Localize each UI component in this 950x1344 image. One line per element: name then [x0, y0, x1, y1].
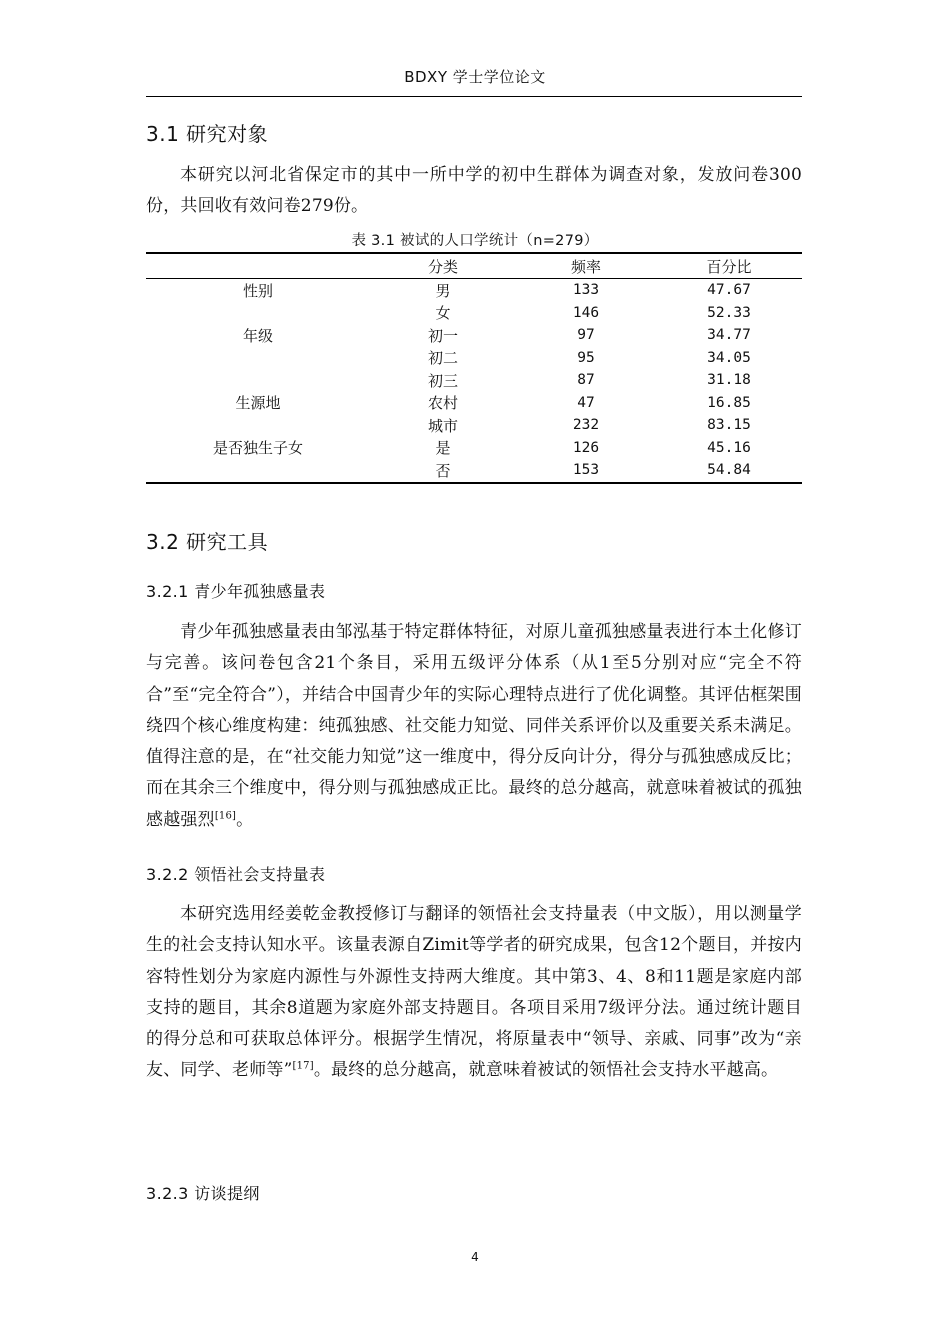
table-cell: 45.16 [707, 439, 751, 456]
table-cell: 153 [572, 462, 600, 479]
table-cell: 初二 [427, 349, 458, 368]
paragraph-tail: 。 [236, 809, 254, 830]
table-header-row [146, 254, 802, 278]
citation-17: [17] [292, 1060, 314, 1072]
table-cell: 54.84 [707, 462, 751, 479]
table-cell [146, 369, 370, 392]
table-cell: 47 [577, 394, 595, 411]
table-cell: 87 [577, 372, 595, 389]
header-cell: 频率 [570, 257, 601, 276]
table-cell: 34.05 [707, 349, 751, 366]
table-caption: 表 3.1 被试的人口学统计（n=279） [351, 233, 599, 249]
table-row [146, 324, 802, 347]
table-cell: 女 [435, 304, 451, 323]
table-cell: 232 [572, 417, 600, 434]
table-cell: 31.18 [707, 372, 751, 389]
running-header: BDXY 学士学位论文 [404, 68, 546, 86]
table-cell [146, 459, 370, 482]
table-bottom-rule [146, 482, 802, 484]
table-row [146, 437, 802, 460]
paragraph-3-1: 本研究以河北省保定市的其中一所中学的初中生群体为调查对象，发放问卷300份，共回收有效问卷279份。 [146, 165, 802, 217]
table-row [146, 414, 802, 437]
table-cell: 47.67 [707, 282, 751, 299]
table-cell: 是否独生子女 [212, 439, 303, 458]
paragraph-3-2-2 [146, 899, 802, 1087]
table-cell [146, 347, 370, 370]
table-cell: 146 [572, 304, 600, 321]
table-cell: 34.77 [707, 327, 751, 344]
table-row [146, 392, 802, 415]
table-cell: 初一 [427, 326, 458, 345]
heading-3-2-3: 3.2.3 访谈提纲 [146, 1184, 260, 1203]
demographics-table [146, 252, 802, 484]
table-cell: 16.85 [707, 394, 751, 411]
table-cell: 52.33 [707, 304, 751, 321]
heading-3-2: 3.2 研究工具 [146, 530, 269, 554]
table-row [146, 369, 802, 392]
table-cell: 男 [435, 281, 451, 300]
table-cell [146, 302, 370, 325]
table-cell: 83.15 [707, 417, 751, 434]
table-cell: 农村 [427, 394, 458, 413]
paragraph-text: 青少年孤独感量表由邹泓基于特定群体特征，对原儿童孤独感量表进行本土化修订与完善。该问卷包含21个条目，采用五级评分体系（从1至5分别对应“完全不符合”至“完全符合”），并结合中国青少年的实际心理特点进行了优化调整。其评估框架围绕四个核心维度构建：纯孤独感、社交能力知觉、同伴关系评价以及重要关系未满足。值得注意的是，在“社交能力知觉”这一维度中，得分反向计分，得分与孤独感成反比；而在其余三个维度中，得分则与孤独感成正比。最终的总分越高，就意味着被试的孤独感越强烈 [146, 622, 802, 830]
table-cell: 初三 [427, 371, 458, 390]
header-cell: 百分比 [706, 257, 752, 276]
table-cell: 性别 [242, 281, 273, 300]
table-row [146, 279, 802, 302]
page-number: 4 [471, 1250, 479, 1264]
header-rule [146, 96, 802, 97]
citation-16: [16] [214, 810, 237, 822]
table-cell: 133 [572, 282, 600, 299]
table-cell: 否 [435, 461, 451, 480]
table-row [146, 347, 802, 370]
table-row [146, 459, 802, 482]
table-cell [146, 414, 370, 437]
table-row [146, 302, 802, 325]
heading-3-2-1: 3.2.1 青少年孤独感量表 [146, 582, 326, 601]
heading-3-2-2: 3.2.2 领悟社会支持量表 [146, 865, 326, 884]
table-cell: 是 [435, 439, 451, 458]
table-cell: 城市 [427, 416, 458, 435]
paragraph-3-2-1 [146, 617, 802, 836]
table-cell: 年级 [242, 326, 273, 345]
paragraph-tail: 。最终的总分越高，就意味着被试的领悟社会支持水平越高。 [313, 1060, 779, 1081]
table-cell: 生源地 [235, 394, 281, 413]
table-cell: 97 [577, 327, 595, 344]
paragraph-text: 本研究选用经姜乾金教授修订与翻译的领悟社会支持量表（中文版），用以测量学生的社会支持认知水平。该量表源自Zimit等学者的研究成果，包含12个题目，并按内容特性划分为家庭内源性与外源性支持两大维度。其中第3、4、8和11题是家庭内部支持的题目，其余8道题为家庭外部支持题目。各项目采用7级评分法。通过统计题目的得分总和可获取总体评分。根据学生情况，将原量表中“领导、亲戚、同事”改为“亲友、同学、老师等” [146, 904, 802, 1081]
header-cell: 分类 [427, 257, 458, 276]
table-cell: 126 [572, 439, 600, 456]
heading-3-1: 3.1 研究对象 [146, 122, 269, 146]
header-cell [146, 254, 370, 278]
table-cell: 95 [577, 349, 595, 366]
